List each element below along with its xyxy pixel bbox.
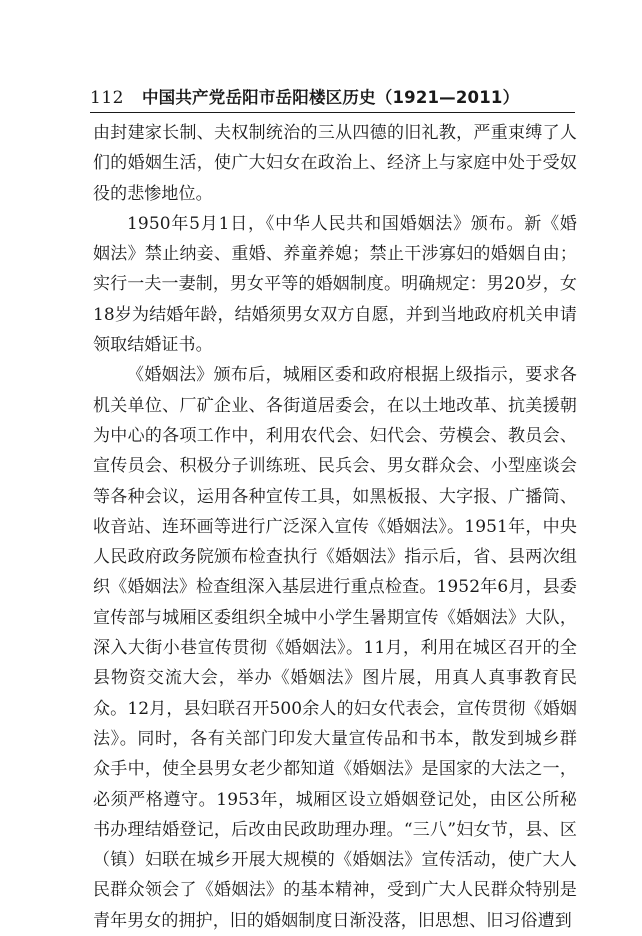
body-text <box>93 118 577 936</box>
page-number: 112 <box>90 88 124 108</box>
running-header <box>90 82 575 113</box>
paragraph-marriage-law-1950: 1950年5月1日，《中华人民共和国婚姻法》颁布。新《婚姻法》禁止纳妾、重婚、养童养媳；禁止干涉寡妇的婚姻自由；实行一夫一妻制，男女平等的婚姻制度。明确规定：男20岁，女18岁为结婚年龄，结婚须男女双方自愿，并到当地政府机关申请领取结婚证书。 <box>93 213 577 356</box>
paragraph-marriage-law-publicity: 《婚姻法》颁布后，城厢区委和政府根据上级指示，要求各机关单位、厂矿企业、各街道居委会，在以土地改革、抗美援朝为中心的各项工作中，利用农代会、妇代会、劳模会、教员会、宣传员会、积极分子训练班、民兵会、男女群众会、小型座谈会等各种会议，运用各种宣传工具，如黑板报、大字报、广播筒、收音站、连环画等进行广泛深入宣传《婚姻法》。1951年，中央人民政府政务院颁布检查执行《婚姻法》指示后，省、县两次组织《婚姻法》检查组深入基层进行重点检查。1952年6月，县委宣传部与城厢区委组织全城中小学生暑期宣传《婚姻法》大队，深入大街小巷宣传贯彻《婚姻法》。11月，利用在城区召开的全县物资交流大会，举办《婚姻法》图片展，用真人真事教育民众。12月，县妇联召开500余人的妇女代表会，宣传贯彻《婚姻法》。同时，各有关部门印发大量宣传品和书本，散发到城乡群众手中，使全县男女老少都知道《婚姻法》是国家的大法之一，必须严格遵守。1953年，城厢区设立婚姻登记处，由区公所秘书办理结婚登记，后改由民政助理办理。“三八”妇女节，县、区（镇）妇联在城乡开展大规模的《婚姻法》宣传活动，使广大人民群众领会了《婚姻法》的基本精神，受到广大人民群众特别是青年男女的拥护，旧的婚姻制度日渐没落，旧思想、旧习俗遭到 <box>93 365 577 931</box>
paragraph-continued: 由封建家长制、夫权制统治的三从四德的旧礼教，严重束缚了人们的婚姻生活，使广大妇女在政治上、经济上与家庭中处于受奴役的悲惨地位。 <box>93 123 577 204</box>
book-title: 中国共产党岳阳市岳阳楼区历史（1921—2011） <box>141 88 520 107</box>
